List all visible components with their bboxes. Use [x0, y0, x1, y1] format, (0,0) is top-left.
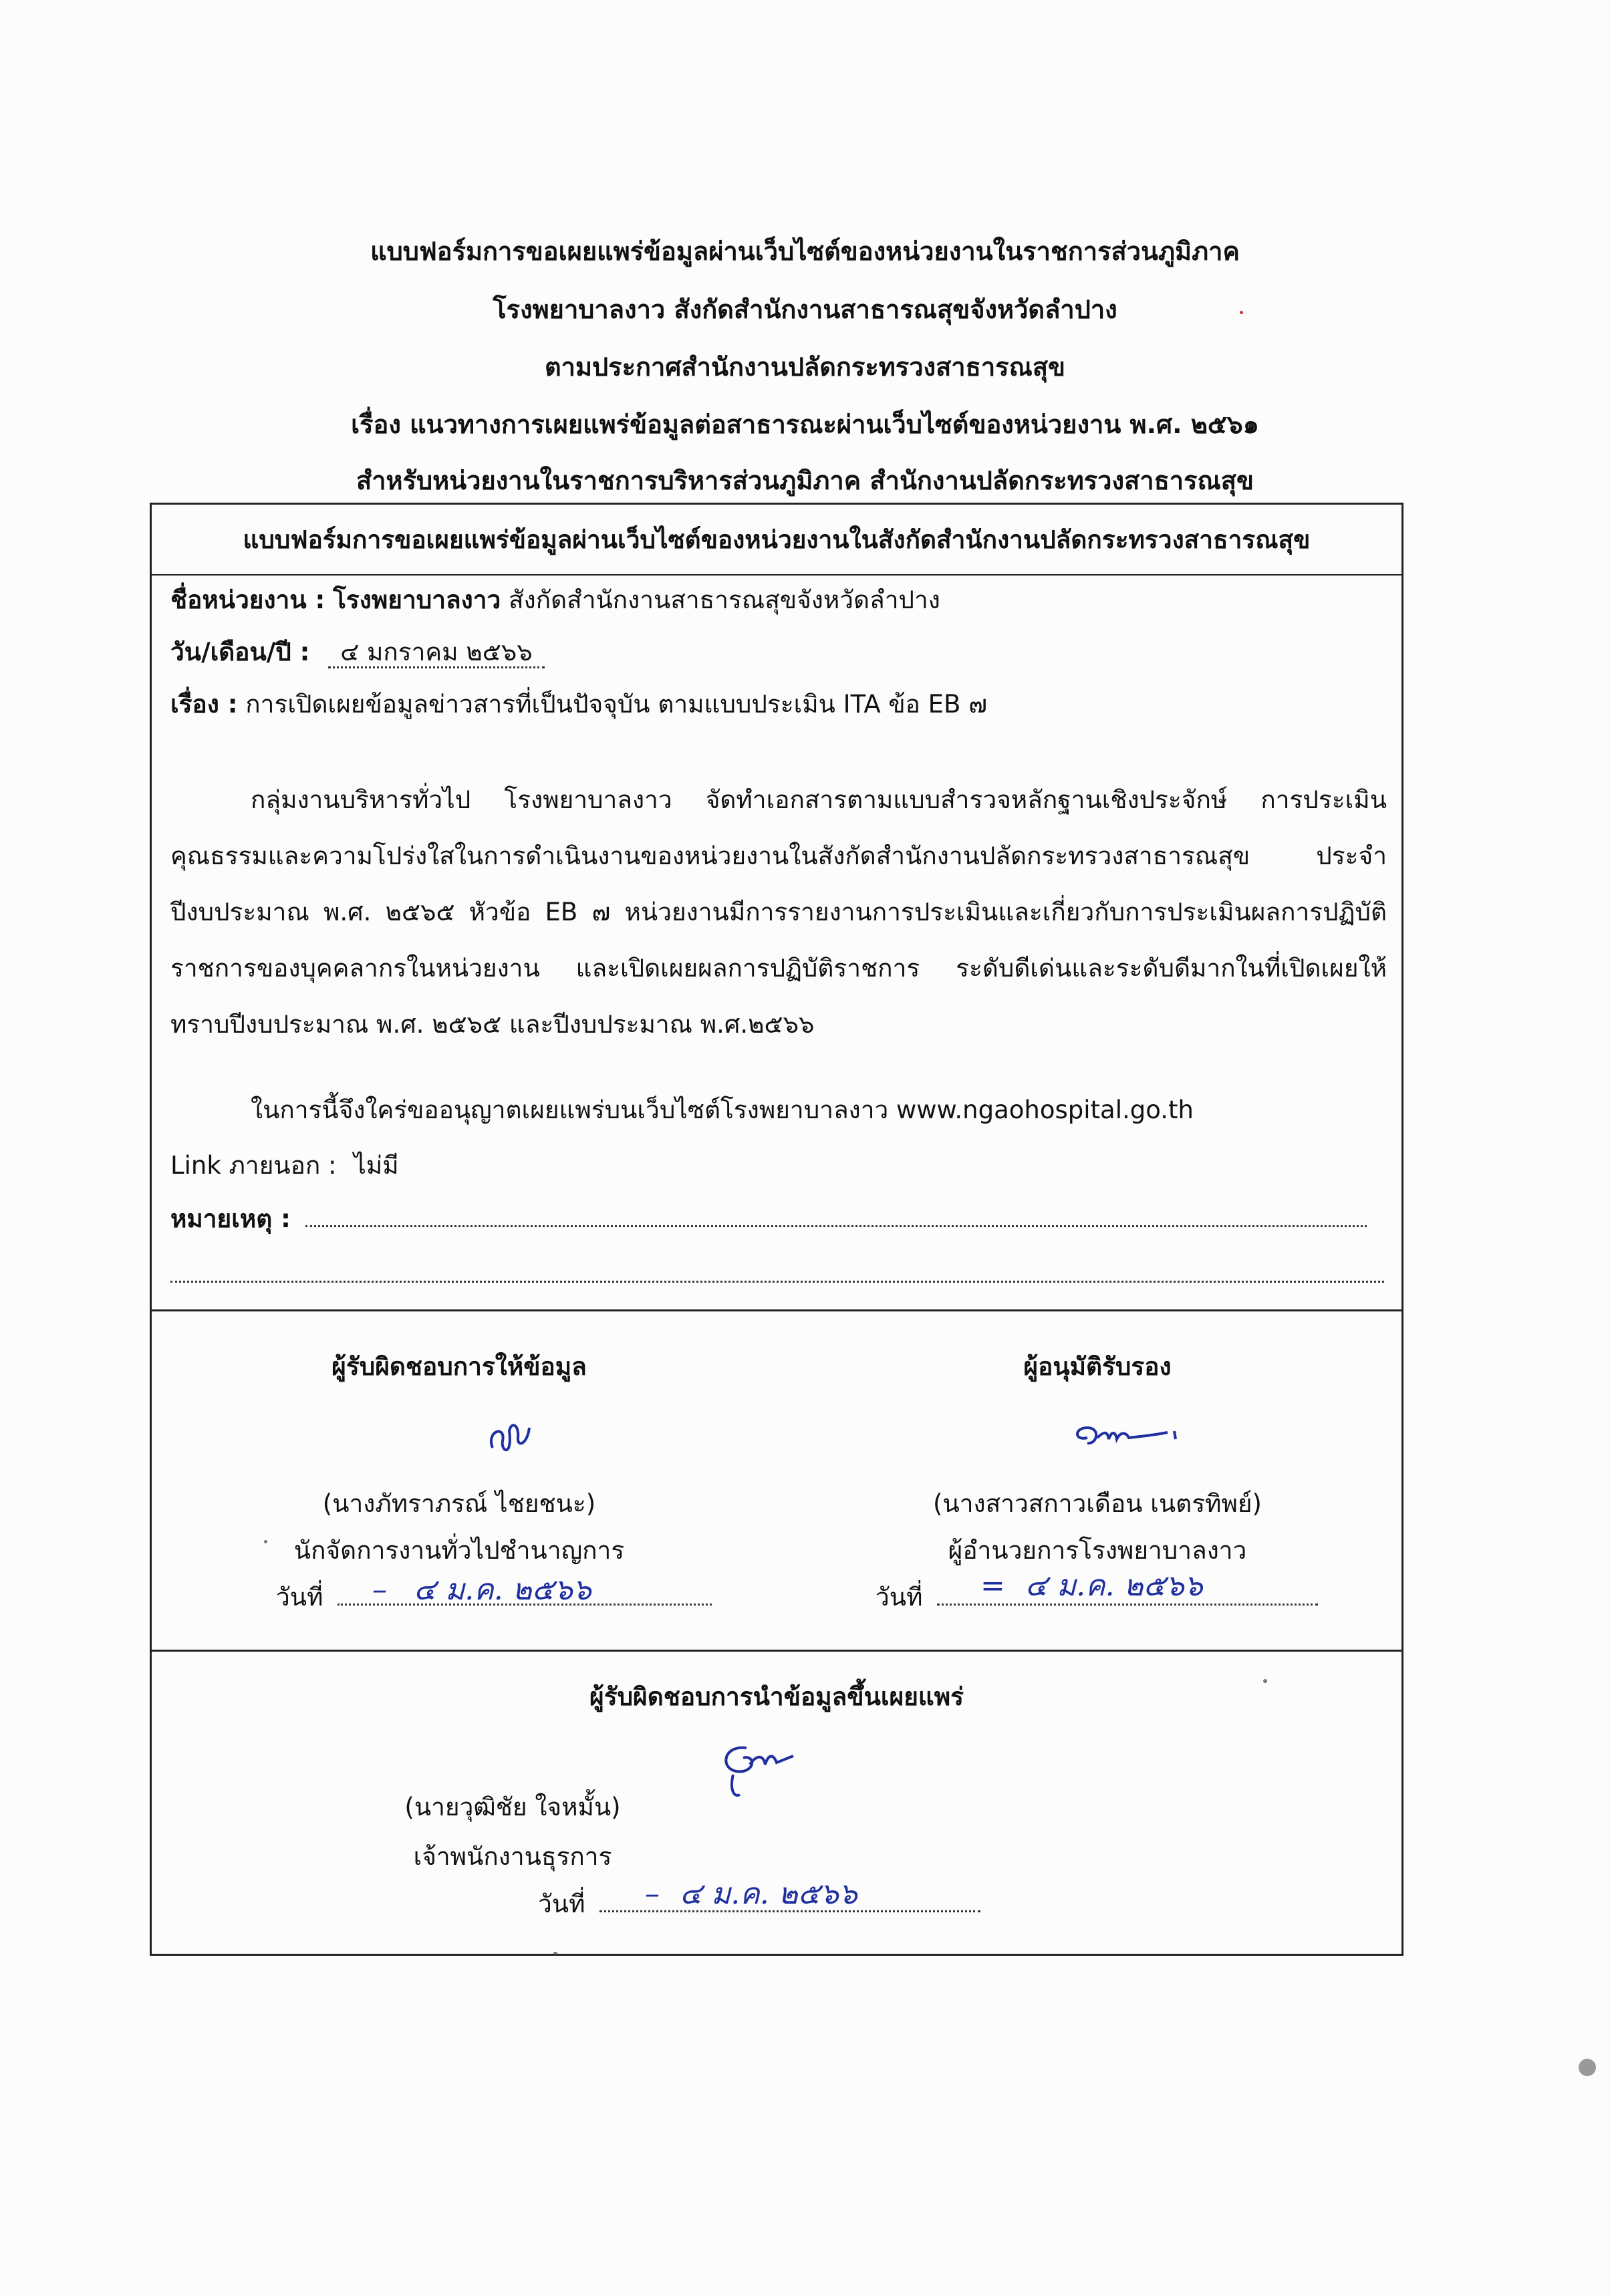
remark-dotted-line-2 [170, 1262, 1384, 1283]
provider-heading: ผู้รับผิดชอบการให้ข้อมูล [331, 1352, 587, 1381]
body-section [170, 772, 1387, 1053]
provider-date-label: วันที่ [276, 1583, 323, 1612]
body-paragraph: กลุ่มงานบริหารทั่วไป โรงพยาบาลงาว จัดทำเอกสารตามแบบสำรวจหลักฐานเชิงประจักษ์ การประเมินคุณธรรมและความโปร่งใสในการดำเนินงานของหน่วยงานในสังกัดสำนักงานปลัดกระทรวงสาธารณสุข ประจำปีงบประมาณ พ.ศ. ๒๕๖๕ หัวข้อ EB ๗ หน่วยงานมีการรายงานการประเมินและเกี่ยวกับการประเมินผลการปฏิบัติราชการของบุคคลากรในหน่วยงาน และเปิดเผยผลการปฏิบัติราชการ ระดับดีเด่นและระดับดีมากในที่เปิดเผยให้ทราบปีงบประมาณ พ.ศ. ๒๕๖๕ และปีงบประมาณ พ.ศ.๒๕๖๖ [170, 785, 1387, 1039]
publisher-signature [706, 1735, 807, 1801]
header-line-3: ตามประกาศสำนักงานปลัดกระทรวงสาธารณสุข [544, 352, 1066, 382]
unit-row [170, 588, 940, 612]
subject-value: การเปิดเผยข้อมูลข่าวสารที่เป็นปัจจุบัน ตามแบบประเมิน ITA ข้อ EB ๗ [245, 690, 988, 719]
approver-date-value: ๔ ม.ค. ๒๕๖๖ [1025, 1569, 1203, 1603]
scan-speck [1240, 311, 1243, 314]
form-title: แบบฟอร์มการขอเผยแพร่ข้อมูลผ่านเว็บไซต์ของหน่วยงานในสังกัดสำนักงานปลัดกระทรวงสาธารณสุข [152, 505, 1401, 576]
link-row [170, 1153, 399, 1178]
request-line: ในการนี้จึงใคร่ขออนุญาตเผยแพร่บนเว็บไซต์โรงพยาบาลงาว www.ngaohospital.go.th [251, 1096, 1194, 1124]
header-line-1: แบบฟอร์มการขอเผยแพร่ข้อมูลผ่านเว็บไซต์ของหน่วยงานในราชการส่วนภูมิภาค [370, 237, 1240, 266]
scan-speck [1263, 1679, 1267, 1683]
subject-row [170, 692, 987, 717]
remark-row [170, 1206, 1367, 1231]
date-label: วัน/เดือน/ปี : [170, 638, 310, 666]
publisher-name: (นายวุฒิชัย ใจหมั้น) [404, 1793, 621, 1821]
provider-signature [479, 1411, 539, 1464]
approver-heading: ผู้อนุมัติรับรอง [1023, 1352, 1172, 1381]
approver-date-handwritten: = ๔ ม.ค. ๒๕๖๖ [980, 1569, 1203, 1603]
publisher-heading: ผู้รับผิดชอบการนำข้อมูลขึ้นเผยแพร่ [589, 1682, 964, 1711]
date-row [170, 640, 545, 664]
date-value: ๔ มกราคม ๒๕๖๖ [328, 638, 544, 668]
header-line-2: โรงพยาบาลงาว สังกัดสำนักงานสาธารณสุขจังหวัดลำปาง [493, 295, 1117, 324]
request-row [170, 1098, 1194, 1122]
unit-affiliation: สังกัดสำนักงานสาธารณสุขจังหวัดลำปาง [509, 586, 940, 614]
provider-name: (นางภัทราภรณ์ ไชยชนะ) [322, 1489, 596, 1518]
approver-signature [1067, 1411, 1194, 1458]
publisher-position: เจ้าพนักงานธุรการ [413, 1842, 612, 1871]
approver-date-label: วันที่ [876, 1583, 923, 1612]
header-line-4: เรื่อง แนวทางการเผยแพร่ข้อมูลต่อสาธารณะผ่านเว็บไซต์ของหน่วยงาน พ.ศ. ๒๕๖๑ [351, 410, 1259, 439]
remark-row-2 [170, 1262, 1384, 1287]
approver-name: (นางสาวสกาวเดือน เนตรทิพย์) [933, 1489, 1262, 1518]
unit-label: ชื่อหน่วยงาน : [170, 586, 325, 614]
remark-dotted-line [305, 1206, 1367, 1227]
provider-position: นักจัดการงานทั่วไปชำนาญการ [293, 1536, 625, 1565]
provider-date-handwritten: – ๔ ม.ค. ๒๕๖๖ [372, 1573, 591, 1607]
scan-speck [553, 1952, 557, 1954]
provider-date-value: ๔ ม.ค. ๒๕๖๖ [414, 1573, 591, 1607]
publisher-date-label: วันที่ [538, 1890, 585, 1918]
link-value: ไม่มี [354, 1151, 399, 1180]
approver-position: ผู้อำนวยการโรงพยาบาลงาว [948, 1536, 1247, 1565]
scan-speck [264, 1540, 267, 1543]
publisher-box [150, 1650, 1403, 1956]
header-line-5: สำหรับหน่วยงานในราชการบริหารส่วนภูมิภาค สำนักงานปลัดกระทรวงสาธารณสุข [356, 466, 1254, 495]
form-details-box [150, 503, 1403, 1311]
subject-label: เรื่อง : [170, 690, 238, 719]
signature-box [150, 1309, 1403, 1652]
publisher-date-handwritten: – ๔ ม.ค. ๒๕๖๖ [645, 1877, 857, 1911]
link-label: Link ภายนอก : [170, 1151, 337, 1180]
scan-speck [1579, 2059, 1596, 2076]
unit-name: โรงพยาบาลงาว [333, 586, 501, 614]
publisher-date-value: ๔ ม.ค. ๒๕๖๖ [680, 1877, 857, 1911]
remark-label: หมายเหตุ : [170, 1204, 291, 1233]
